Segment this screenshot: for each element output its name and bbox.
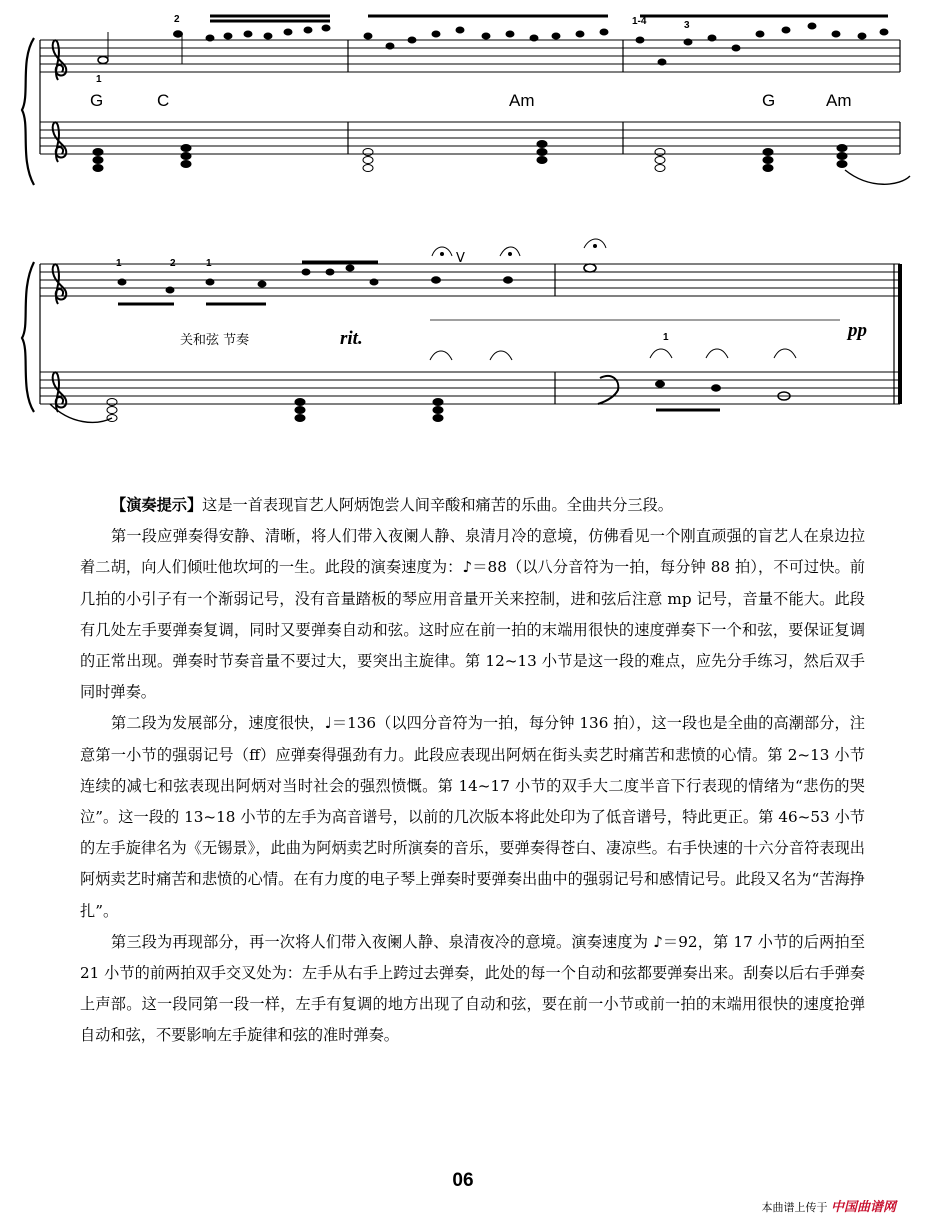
notes-paragraph: 第二段为发展部分，速度很快，♩＝136（以四分音符为一拍，每分钟 136 拍），这一段也是全曲的高潮部分，注意第一小节的强弱记号（ff）应弹奏得强劲有力。此段应表现出阿炳在街头卖艺时痛苦和悲愤的心情。第 2~13 小节连续的减七和弦表现出阿炳对当时社会的强烈愤慨。第 14~17 小节的双手大二度半音下行表现的情绪为“悲伤的哭泣”。这一段的 13~18 小节的左手为高音谱号，以前的几次版本将此处印为了低音谱号，特此更正。第 46~53 小节的左手旋律名为《无锡景》，此曲为阿炳卖艺时所演奏的音乐，要弹奏得苍白、凄凉些。右手快速的十六分音符表现出阿炳卖艺时痛苦和悲愤的心情。在有力度的电子琴上弹奏时要弹奏出曲中的强弱记号和感情记号。此段又名为“苦海挣扎”。 xyxy=(80,714,865,920)
system-1 xyxy=(22,16,910,185)
fingering: 1 xyxy=(206,258,212,269)
notes-paragraph: 第一段应弹奏得安静、清晰，将人们带入夜阑人静、泉清月冷的意境，仿佛看见一个刚直顽强的盲艺人在泉边拉着二胡，向人们倾吐他坎坷的一生。此段的演奏速度为：♪＝88（以八分音符为一拍，每分钟 88 拍），不可过快。前几拍的小引子有一个渐弱记号，没有音量踏板的琴应用音量开关来控制，进和弦后注意 mp 记号，音量不能大。此段有几处左手要弹奏复调，同时又要弹奏自动和弦。这时应在前一拍的末端用很快的速度弹奏下一个和弦，要保证复调的正常出现。弹奏时节奏音量不要过大，要突出主旋律。第 12~13 小节是这一段的难点，应先分手练习，然后双手同时弹奏。 xyxy=(80,527,865,702)
grand-staff-brace xyxy=(22,38,34,185)
chord-stack-2 xyxy=(107,349,796,422)
hint-label: 【演奏提示】 xyxy=(111,496,203,514)
fingering: 1 xyxy=(96,74,102,85)
music-score xyxy=(0,0,926,470)
footer-credit xyxy=(761,1196,896,1215)
chord-symbol: Am xyxy=(509,91,535,110)
treble-staff-1 xyxy=(40,40,900,72)
performance-notes xyxy=(80,490,865,1052)
footer-prefix: 本曲谱上传于 xyxy=(761,1201,828,1214)
fingering: 3 xyxy=(684,20,690,31)
ritardando-mark: rit. xyxy=(340,328,363,349)
treble-clef-icon xyxy=(53,372,67,412)
notes-paragraph: 第三段为再现部分，再一次将人们带入夜阑人静、泉清夜冷的意境。演奏速度为 ♪＝92，第 17 小节的后两拍至 21 小节的前两拍双手交叉处为：左手从右手上跨过去弹奏，此处的每一个自动和弦都要弹奏出来。刮奏以后右手弹奏上声部。这一段同第一段一样，左手有复调的地方出现了自动和弦，要在前一小节或前一拍的末端用很快的速度抢弹自动和弦，不要影响左手旋律和弦的准时弹奏。 xyxy=(80,932,865,1045)
fingering: 1 xyxy=(663,332,669,343)
fingering: 1-4 xyxy=(632,16,647,27)
barlines-2 xyxy=(40,264,900,404)
breath-mark: V xyxy=(456,251,465,266)
fingering: 2 xyxy=(170,258,176,269)
system-2 xyxy=(22,239,900,422)
chord-symbol: G xyxy=(90,91,104,110)
lower-staff-2 xyxy=(40,372,900,404)
page-number: 06 xyxy=(452,1170,474,1191)
chord-symbol: G xyxy=(762,91,776,110)
grand-staff-brace xyxy=(22,262,34,412)
treble-clef-icon xyxy=(53,122,67,162)
chord-annotation: 关和弦 节奏 xyxy=(180,333,250,348)
chord-stack-1 xyxy=(93,141,847,172)
tie-curve xyxy=(845,170,910,184)
chord-symbol: Am xyxy=(826,91,852,110)
dynamic-mark: pp xyxy=(848,320,867,341)
site-logo: 中国曲谱网 xyxy=(830,1200,896,1215)
fingering: 2 xyxy=(174,14,180,25)
chord-symbol: C xyxy=(157,91,170,110)
treble-clef-icon xyxy=(53,264,67,304)
fingering: 1 xyxy=(116,258,122,269)
paragraph-text: 这是一首表现盲艺人阿炳饱尝人间辛酸和痛苦的乐曲。全曲共分三段。 xyxy=(202,496,673,514)
notes-paragraph xyxy=(80,490,865,521)
treble-clef-icon xyxy=(53,40,67,80)
